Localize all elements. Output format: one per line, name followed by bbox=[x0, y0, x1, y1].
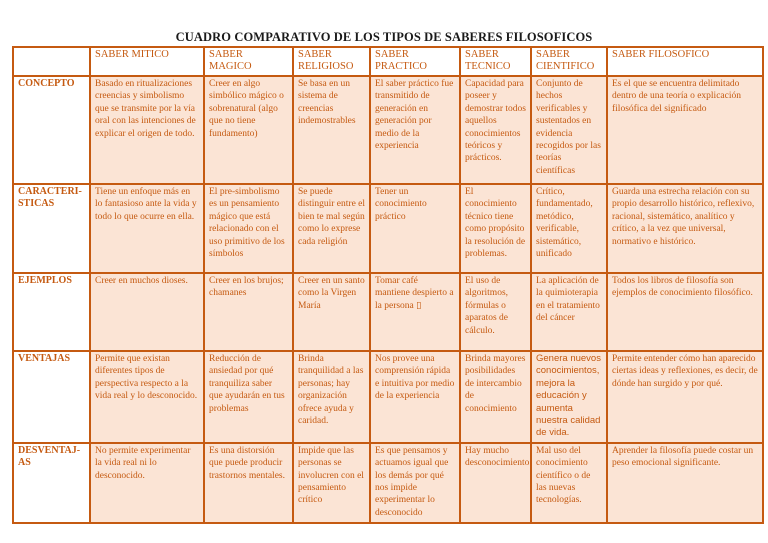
table-cell: No permite experimentar la vida real ni lo desconocido. bbox=[90, 443, 204, 523]
column-header-tecnico: SABER TECNICO bbox=[460, 47, 531, 76]
table-cell: Tomar café mantiene despierto a la persona ▯ bbox=[370, 273, 460, 351]
table-cell: Brinda mayores posibilidades de intercambio de conocimiento bbox=[460, 351, 531, 443]
table-cell: Tener un conocimiento práctico bbox=[370, 184, 460, 273]
table-cell: Tiene un enfoque más en lo fantasioso ante la vida y todo lo que ocurre en ella. bbox=[90, 184, 204, 273]
table-row-caracteristicas bbox=[13, 184, 763, 273]
table-cell: El conocimiento técnico tiene como propósito la resolución de problemas. bbox=[460, 184, 531, 273]
table-cell: Capacidad para poseer y demostrar todos aquellos conocimientos teóricos y prácticos. bbox=[460, 76, 531, 184]
table-cell: Aprender la filosofía puede costar un peso emocional significante. bbox=[607, 443, 763, 523]
table-cell: Conjunto de hechos verificables y sustentados en evidencia recogidos por las teorías científicas bbox=[531, 76, 607, 184]
table-cell: Guarda una estrecha relación con su propio desarrollo histórico, reflexivo, racional, sistemático, analítico y crítico, a la vez que universal, normativo e histórico. bbox=[607, 184, 763, 273]
row-header-concepto: CONCEPTO bbox=[13, 76, 90, 184]
corner-cell bbox=[13, 47, 90, 76]
table-cell: El pre-simbolismo es un pensamiento mágico que está relacionado con el uso primitivo de los símbolos bbox=[204, 184, 293, 273]
table-cell: Nos provee una comprensión rápida e intuitiva por medio de la experiencia bbox=[370, 351, 460, 443]
table-cell: Se basa en un sistema de creencias indemostrables bbox=[293, 76, 370, 184]
page-title: CUADRO COMPARATIVO DE LOS TIPOS DE SABERES FILOSOFICOS bbox=[175, 30, 593, 44]
table-cell: Impide que las personas se involucren con el pensamiento crítico bbox=[293, 443, 370, 523]
table-cell: Todos los libros de filosofía son ejemplos de conocimiento filosófico. bbox=[607, 273, 763, 351]
table-cell: Brinda tranquilidad a las personas; hay organización ofrece ayuda y caridad. bbox=[293, 351, 370, 443]
table-cell: Reducción de ansiedad por qué tranquiliza saber que ayudarán en tus problemas bbox=[204, 351, 293, 443]
row-header-caracteristicas: CARACTERI-STICAS bbox=[13, 184, 90, 273]
table-cell: Es el que se encuentra delimitado dentro de una teoría o explicación filosófica del significado bbox=[607, 76, 763, 184]
table-cell: Es una distorsión que puede producir trastornos mentales. bbox=[204, 443, 293, 523]
table-row-desventajas bbox=[13, 443, 763, 523]
table-cell: Mal uso del conocimiento científico o de las nuevas tecnologías. bbox=[531, 443, 607, 523]
column-header-magico: SABER MAGICO bbox=[204, 47, 293, 76]
table-row-concepto bbox=[13, 76, 763, 184]
column-header-filosofico: SABER FILOSOFICO bbox=[607, 47, 763, 76]
column-header-religioso: SABER RELIGIOSO bbox=[293, 47, 370, 76]
table-cell: Crítico, fundamentado, metódico, verificable, sistemático, unificado bbox=[531, 184, 607, 273]
table-cell: Se puede distinguir entre el bien te mal según como lo exprese cada religión bbox=[293, 184, 370, 273]
table-cell: Basado en ritualizaciones creencias y simbolismo que se transmite por la vía oral con las intenciones de explicar el origen de todo. bbox=[90, 76, 204, 184]
table-cell: Genera nuevos conocimientos, mejora la educación y aumenta nuestra calidad de vida. bbox=[531, 351, 607, 443]
table-cell: La aplicación de la quimioterapia en el tratamiento del cáncer bbox=[531, 273, 607, 351]
table-cell: Creer en los brujos; chamanes bbox=[204, 273, 293, 351]
column-header-cientifico: SABER CIENTIFICO bbox=[531, 47, 607, 76]
table-cell: El saber práctico fue transmitido de generación en generación por medio de la experiencia bbox=[370, 76, 460, 184]
table-cell: Creer en muchos dioses. bbox=[90, 273, 204, 351]
table-cell: Creer en un santo como la Virgen María bbox=[293, 273, 370, 351]
row-header-desventajas: DESVENTAJ-AS bbox=[13, 443, 90, 523]
table-row-ejemplos bbox=[13, 273, 763, 351]
table-cell: Es que pensamos y actuamos igual que los demás por qué nos impide experimentar lo desconocido bbox=[370, 443, 460, 523]
column-header-mitico: SABER MITICO bbox=[90, 47, 204, 76]
table-cell: Creer en algo simbólico mágico o sobrenatural (algo que no tiene fundamento) bbox=[204, 76, 293, 184]
table-cell: Permite que existan diferentes tipos de perspectiva respecto a la vida real y lo desconocido. bbox=[90, 351, 204, 443]
column-header-practico: SABER PRACTICO bbox=[370, 47, 460, 76]
table-cell: El uso de algoritmos, fórmulas o aparatos de cálculo. bbox=[460, 273, 531, 351]
comparison-table bbox=[12, 46, 764, 524]
table-header-row bbox=[13, 47, 763, 76]
row-header-ejemplos: EJEMPLOS bbox=[13, 273, 90, 351]
row-header-ventajas: VENTAJAS bbox=[13, 351, 90, 443]
table-cell: Hay mucho desconocimiento bbox=[460, 443, 531, 523]
table-row-ventajas bbox=[13, 351, 763, 443]
table-cell: Permite entender cómo han aparecido ciertas ideas y reflexiones, es decir, de dónde han surgido y por qué. bbox=[607, 351, 763, 443]
